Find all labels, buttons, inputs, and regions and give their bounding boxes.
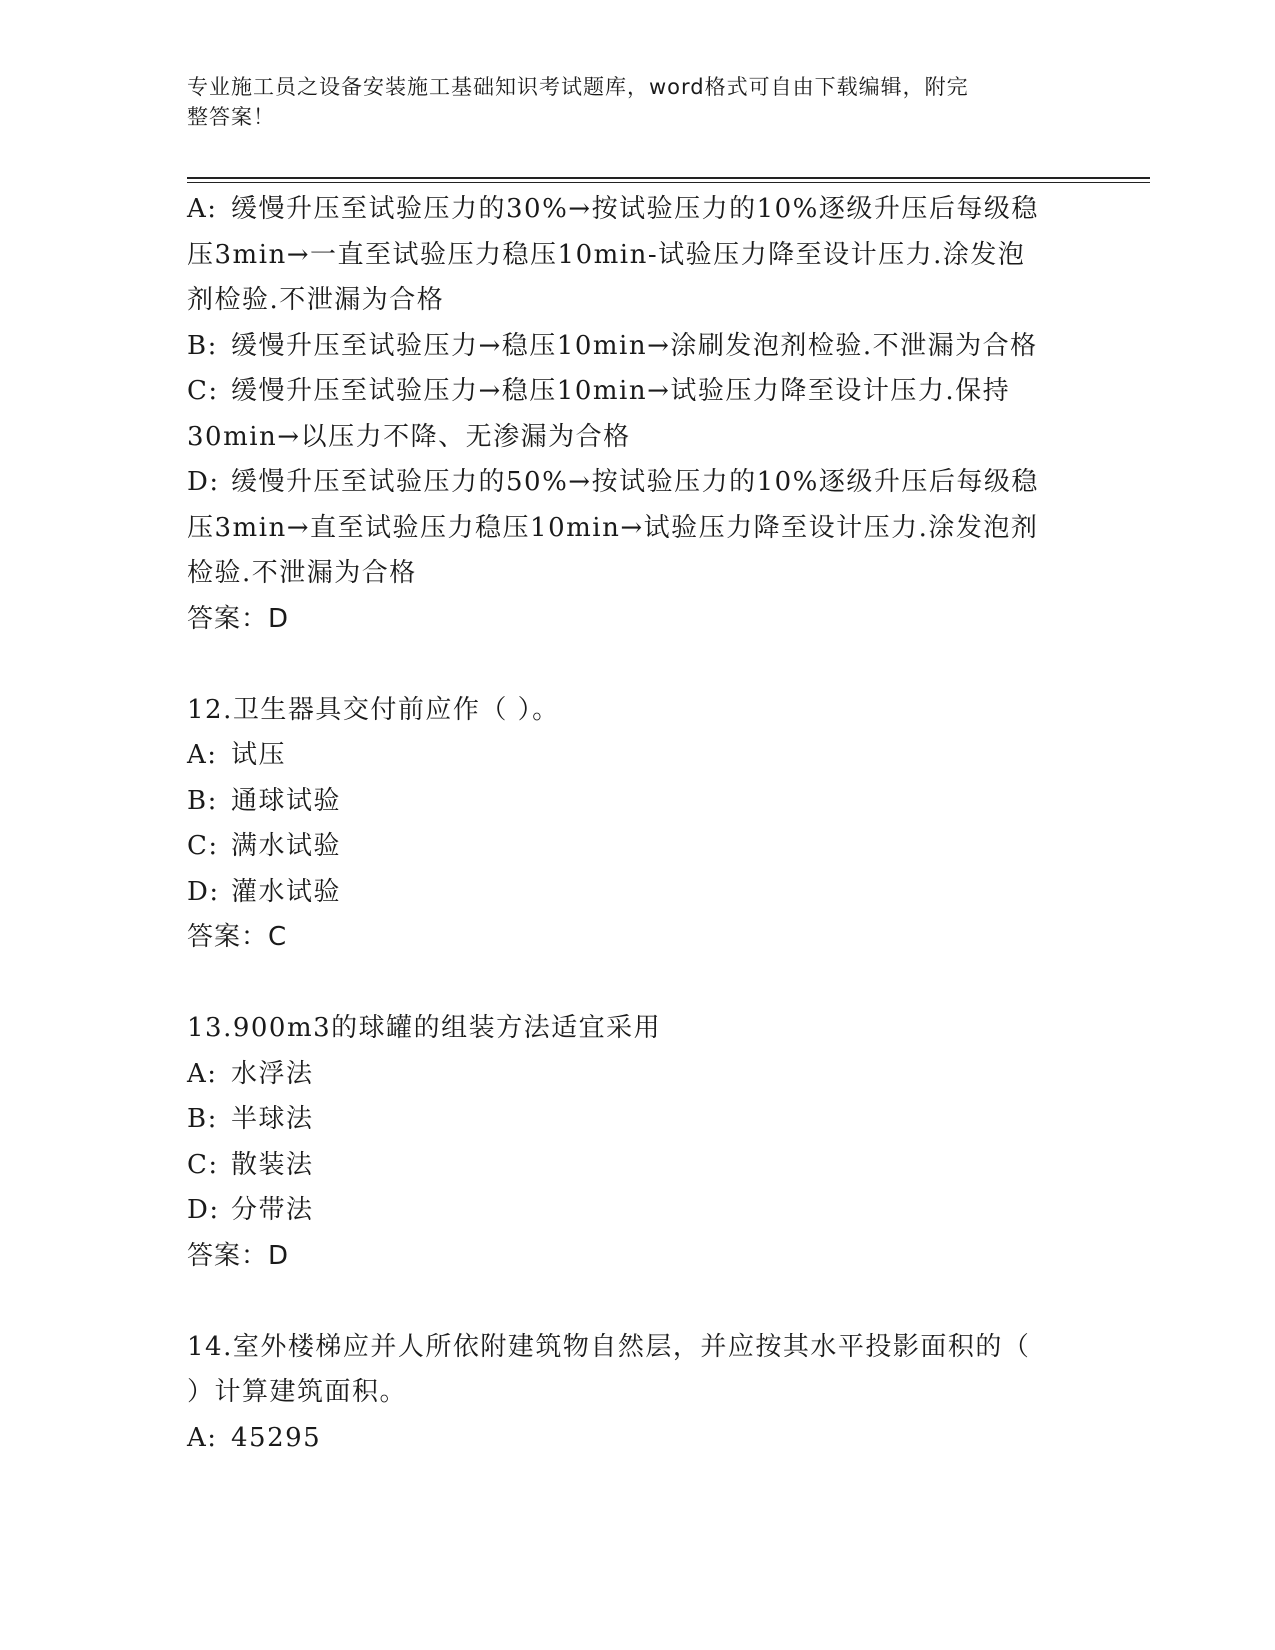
q13-option-a: 水浮法 xyxy=(231,1058,314,1089)
header-title-line-2: 整答案！ xyxy=(187,105,275,129)
q11-option-c-label: C: xyxy=(187,376,219,406)
q13-question: 13.900m3的球罐的组装方法适宜采用 xyxy=(187,1013,662,1043)
spacer xyxy=(187,642,1087,688)
q12-option-a-label: A: xyxy=(187,740,218,770)
header-rule-thick xyxy=(187,177,1150,179)
q13-option-b-label: B: xyxy=(187,1104,218,1134)
q13-answer: 答案：D xyxy=(187,1240,290,1271)
q12-option-b-label: B: xyxy=(187,785,218,816)
q13-option-b: 半球法 xyxy=(231,1104,314,1134)
spacer xyxy=(187,1279,1087,1325)
q11-option-a-line-3: 剂检验.不泄漏为合格 xyxy=(187,285,445,315)
question-content xyxy=(187,187,1087,1461)
q14-option-a-label: A: xyxy=(187,1422,218,1453)
q14-question-line-2: ）计算建筑面积。 xyxy=(187,1377,408,1407)
q11-option-a-line-2: 压3min→一直至试验压力稳压10min-试验压力降至设计压力.涂发泡 xyxy=(187,239,1026,270)
q11-option-d-label: D: xyxy=(187,467,220,497)
q11-answer: 答案：D xyxy=(187,603,290,634)
q11-option-c xyxy=(187,369,1087,460)
q13-option-c-label: C: xyxy=(187,1149,219,1180)
q13-option-d: 分带法 xyxy=(231,1195,314,1225)
q11-option-a-label: A: xyxy=(187,194,218,224)
q13-option-d-label: D: xyxy=(187,1195,220,1225)
q12-option-c: 满水试验 xyxy=(231,831,342,861)
header-title-line-1: 专业施工员之设备安装施工基础知识考试题库，word格式可自由下载编辑，附完 xyxy=(187,75,969,99)
q14-option-a: 45295 xyxy=(231,1422,322,1453)
q11-option-d-line-3: 检验.不泄漏为合格 xyxy=(187,558,417,588)
q14-question-line-1: 14.室外楼梯应并人所依附建筑物自然层，并应按其水平投影面积的（ xyxy=(187,1331,1031,1362)
q12-option-b: 通球试验 xyxy=(231,785,342,816)
q12-question: 12.卫生器具交付前应作（ ）。 xyxy=(187,694,560,725)
document-header xyxy=(187,72,1067,132)
q11-option-d xyxy=(187,460,1087,597)
q11-option-d-line-1: 缓慢升压至试验压力的50%→按试验压力的10%逐级升压后每级稳 xyxy=(231,467,1039,497)
q11-option-b xyxy=(187,324,1087,370)
header-rule-thin xyxy=(187,182,1150,183)
q11-option-c-line-2: 30min→以压力不降、无渗漏为合格 xyxy=(187,421,631,452)
q11-option-b-label: B: xyxy=(187,330,218,361)
q11-option-a xyxy=(187,187,1087,324)
q12-option-c-label: C: xyxy=(187,831,219,861)
q13-option-a-label: A: xyxy=(187,1058,218,1089)
q11-option-c-line-1: 缓慢升压至试验压力→稳压10min→试验压力降至设计压力.保持 xyxy=(231,376,1011,406)
q12-option-d-label: D: xyxy=(187,876,220,907)
spacer xyxy=(187,961,1087,1007)
q12-option-a: 试压 xyxy=(231,740,287,770)
q13-option-c: 散装法 xyxy=(231,1149,314,1180)
q12-option-d: 灌水试验 xyxy=(231,876,342,907)
q11-option-b-line-1: 缓慢升压至试验压力→稳压10min→涂刷发泡剂检验.不泄漏为合格 xyxy=(231,330,1038,361)
q12-answer: 答案：C xyxy=(187,922,288,952)
q11-option-a-line-1: 缓慢升压至试验压力的30%→按试验压力的10%逐级升压后每级稳 xyxy=(231,194,1039,224)
q11-option-d-line-2: 压3min→直至试验压力稳压10min→试验压力降至设计压力.涂发泡剂 xyxy=(187,512,1039,543)
